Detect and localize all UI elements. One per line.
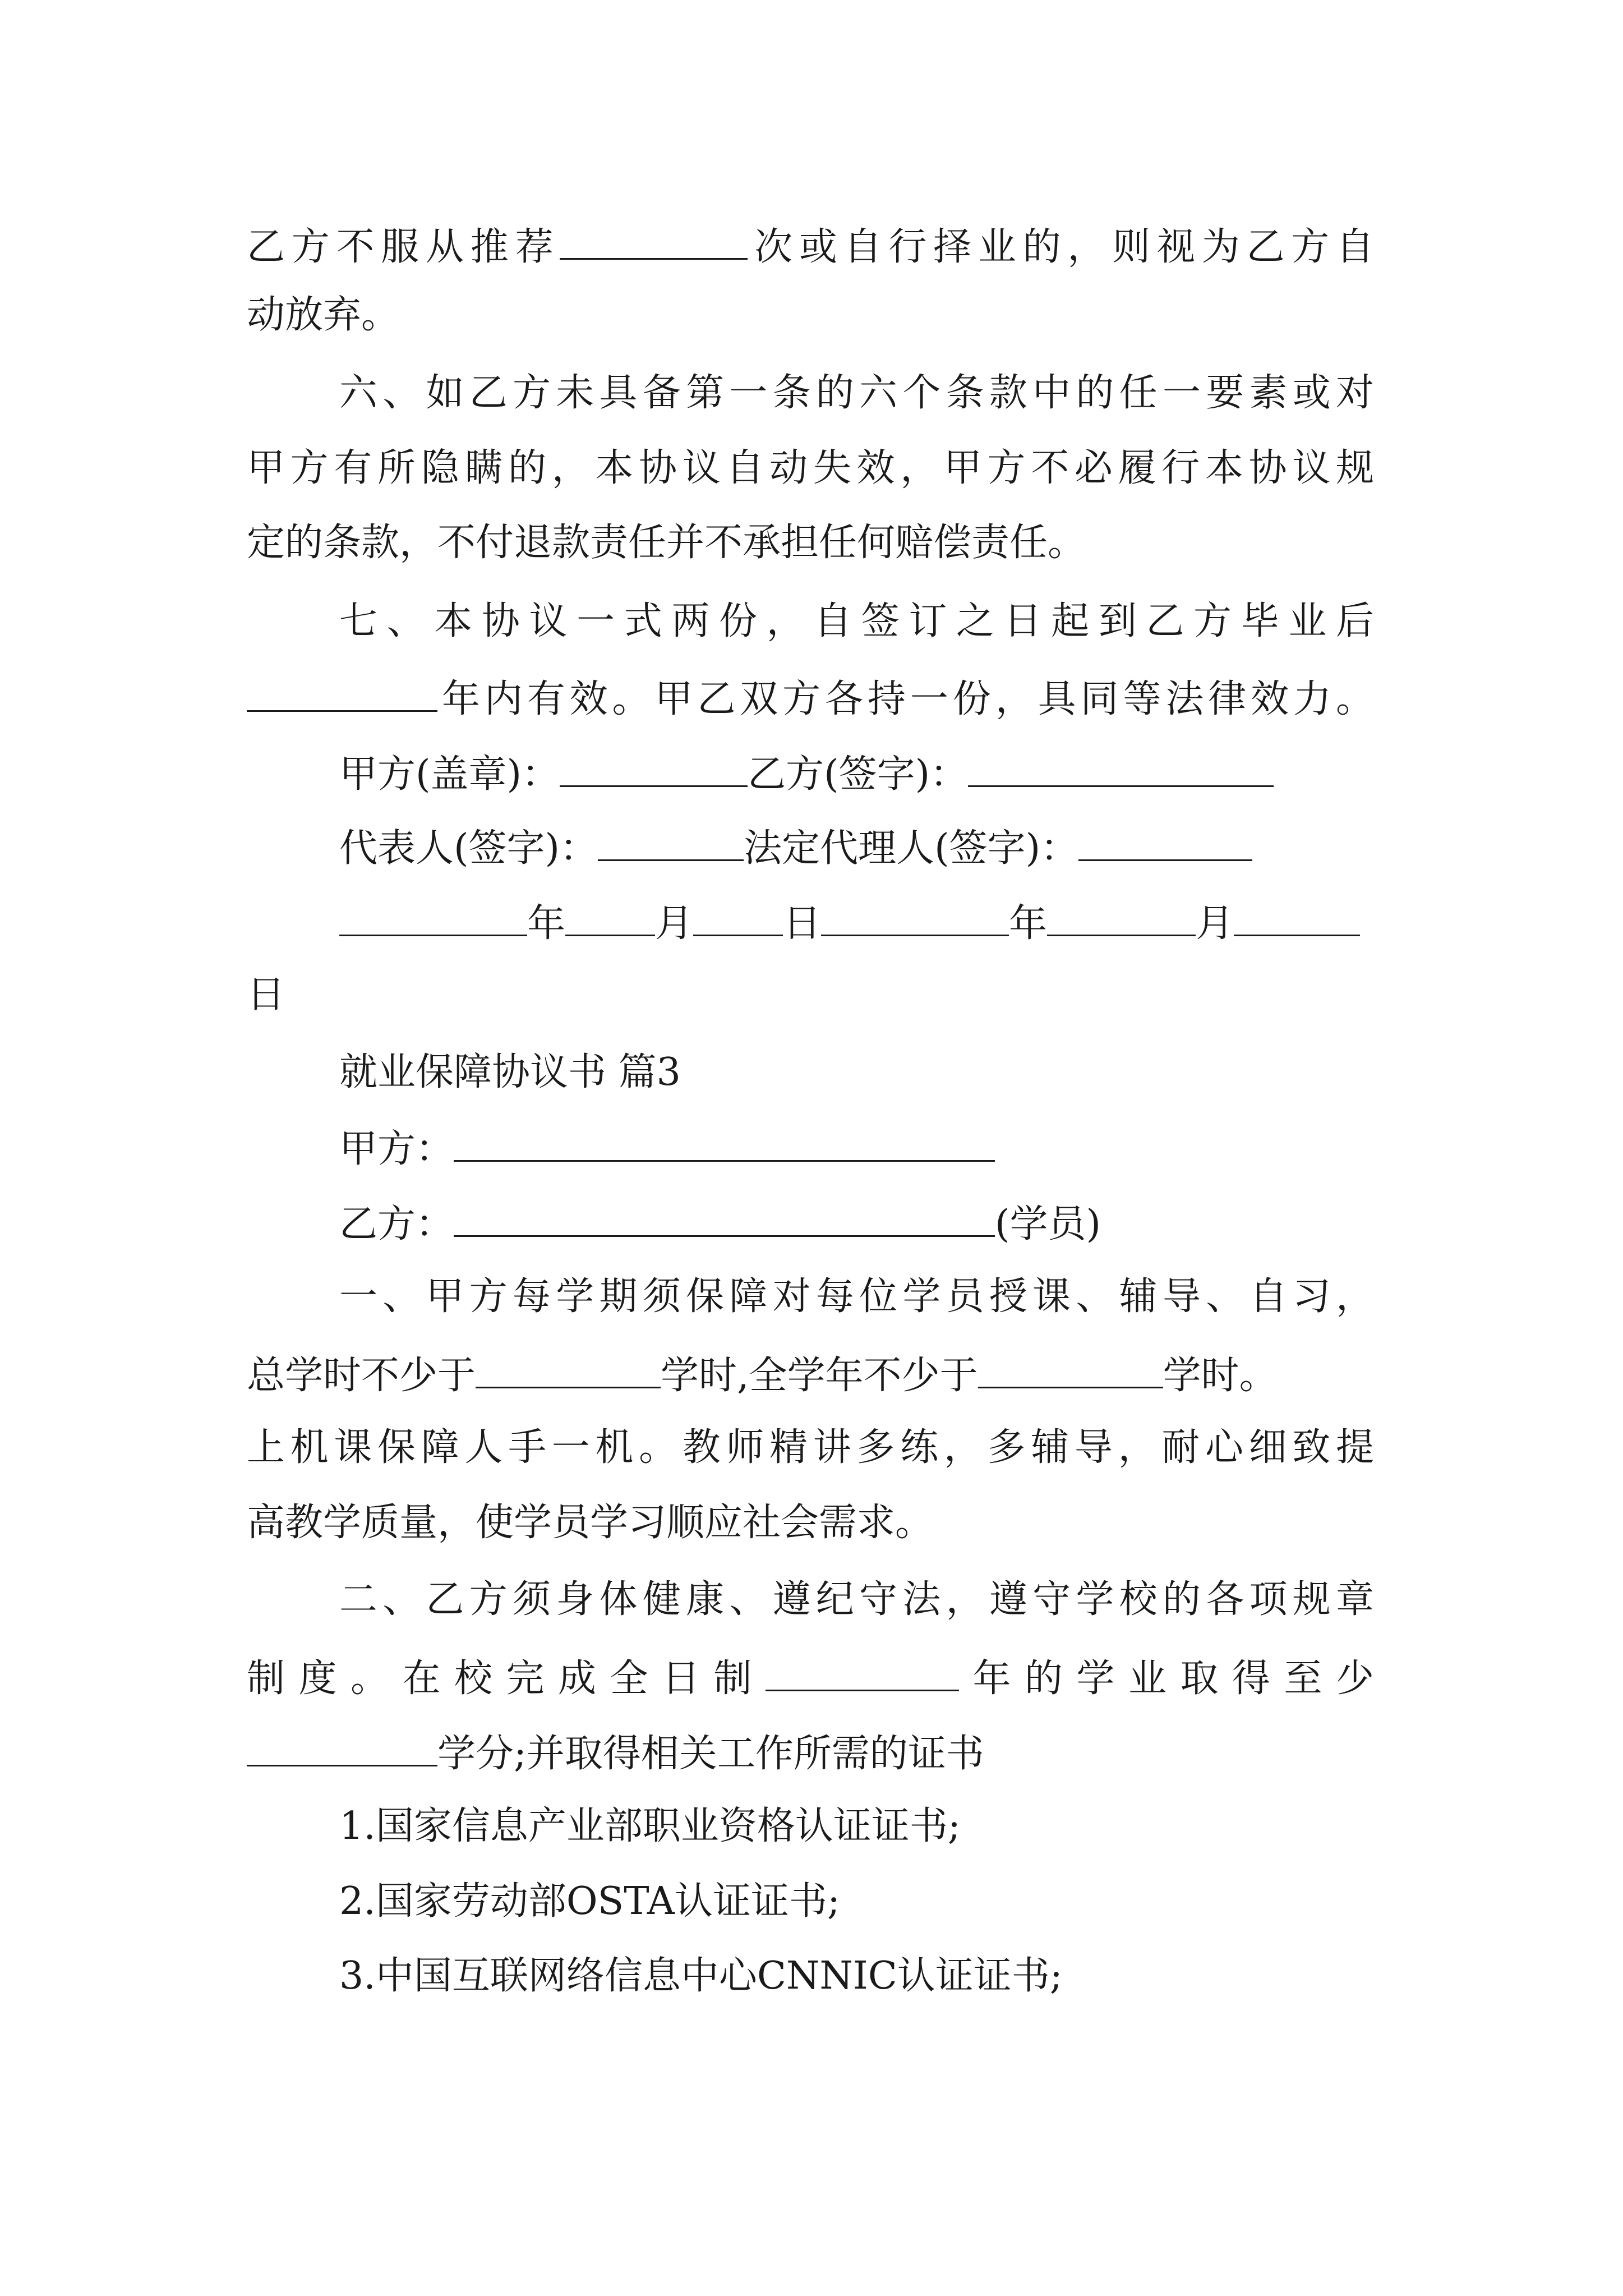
fill-in-blank bbox=[560, 224, 748, 260]
paragraph-line bbox=[339, 1577, 1374, 1622]
label-representative: 代表人(签字)： bbox=[339, 826, 598, 871]
text: 年 bbox=[527, 901, 566, 946]
paragraph-line bbox=[247, 1656, 1374, 1701]
label-party-a-seal: 甲方(盖章)： bbox=[339, 752, 560, 797]
fill-in-blank bbox=[766, 1656, 959, 1691]
paragraph-line bbox=[247, 1425, 1374, 1470]
fill-in-blank bbox=[339, 901, 527, 936]
paragraph-line bbox=[247, 677, 1374, 719]
text: 日 bbox=[247, 973, 285, 1017]
paragraph-line bbox=[247, 293, 1374, 337]
list-item bbox=[339, 1879, 1374, 1924]
text: (学员) bbox=[995, 1202, 1101, 1246]
text: 二、乙方须身体健康、遵纪守法，遵守学校的各项规章 bbox=[339, 1577, 1374, 1622]
fill-in-blank bbox=[598, 826, 744, 861]
text: 月 bbox=[1196, 901, 1234, 946]
text: 月 bbox=[655, 901, 694, 946]
fill-in-blank bbox=[454, 1202, 995, 1237]
text: 1.国家信息产业部职业资格认证证书; bbox=[339, 1804, 961, 1848]
list-item bbox=[339, 1804, 1374, 1848]
label-party-b: 乙方： bbox=[339, 1202, 454, 1246]
text: 学时。 bbox=[1163, 1354, 1278, 1398]
text: 学时,全学年不少于 bbox=[661, 1354, 978, 1398]
date-line bbox=[339, 901, 1374, 946]
text: 六、如乙方未具备第一条的六个条款中的任一要素或对 bbox=[339, 371, 1374, 415]
text: 上机课保障人手一机。教师精讲多练，多辅导，耐心细致提 bbox=[247, 1425, 1374, 1470]
text: 日 bbox=[783, 901, 822, 946]
signature-line bbox=[339, 826, 1374, 871]
label-party-b-signature: 乙方(签字)： bbox=[748, 752, 969, 797]
paragraph-line bbox=[339, 599, 1374, 643]
paragraph-line bbox=[247, 224, 1374, 269]
text: 年的学业取得至少 bbox=[958, 1657, 1374, 1701]
text: 2.国家劳动部OSTA认证证书; bbox=[339, 1879, 840, 1924]
text: 年 bbox=[1009, 901, 1048, 946]
fill-in-blank bbox=[560, 752, 748, 787]
text: 甲方有所隐瞒的，本协议自动失效，甲方不必履行本协议规 bbox=[247, 446, 1374, 490]
paragraph-line bbox=[247, 1501, 1374, 1545]
text: 3.中国互联网络信息中心CNNIC认证证书; bbox=[339, 1954, 1063, 1998]
fill-in-blank bbox=[1234, 901, 1360, 936]
label-legal-agent: 法定代理人(签字)： bbox=[744, 826, 1079, 871]
text: 乙方不服从推荐 bbox=[247, 225, 560, 269]
text: 制度。在校完成全日制 bbox=[247, 1657, 766, 1701]
text: 一、甲方每学期须保障对每位学员授课、辅导、自习， bbox=[339, 1274, 1374, 1319]
text: 总学时不少于 bbox=[247, 1354, 476, 1398]
fill-in-blank bbox=[1047, 901, 1196, 936]
paragraph-line bbox=[339, 1274, 1374, 1319]
paragraph-line bbox=[247, 521, 1374, 565]
signature-line bbox=[339, 752, 1374, 797]
text: 年内有效。甲乙双方各持一份，具同等法律效力。 bbox=[437, 677, 1374, 721]
party-a-line bbox=[339, 1126, 1374, 1171]
fill-in-blank bbox=[247, 1731, 437, 1766]
fill-in-blank bbox=[693, 901, 783, 936]
paragraph-line bbox=[247, 1353, 1374, 1398]
text: 定的条款，不付退款责任并不承担任何赔偿责任。 bbox=[247, 521, 1086, 565]
fill-in-blank bbox=[454, 1126, 995, 1162]
text: 动放弃。 bbox=[247, 293, 400, 337]
label-party-a: 甲方： bbox=[339, 1127, 454, 1171]
paragraph-line bbox=[247, 1731, 1374, 1776]
paragraph-line bbox=[339, 371, 1374, 415]
text: 次或自行择业的，则视为乙方自 bbox=[748, 225, 1374, 269]
text: 学分;并取得相关工作所需的证书 bbox=[437, 1732, 984, 1776]
fill-in-blank bbox=[247, 677, 437, 712]
section-heading bbox=[339, 1050, 1374, 1094]
paragraph-line bbox=[247, 446, 1374, 490]
text: 高教学质量，使学员学习顺应社会需求。 bbox=[247, 1501, 934, 1545]
fill-in-blank bbox=[968, 752, 1274, 787]
party-b-line bbox=[339, 1202, 1374, 1244]
fill-in-blank bbox=[978, 1353, 1163, 1388]
paragraph-line bbox=[247, 973, 1374, 1017]
fill-in-blank bbox=[476, 1353, 661, 1388]
list-item bbox=[339, 1954, 1374, 1998]
text: 七、本协议一式两份，自签订之日起到乙方毕业后 bbox=[339, 599, 1374, 643]
fill-in-blank bbox=[821, 901, 1009, 936]
fill-in-blank bbox=[565, 901, 655, 936]
heading-text: 就业保障协议书 篇3 bbox=[339, 1050, 681, 1094]
fill-in-blank bbox=[1078, 826, 1252, 861]
